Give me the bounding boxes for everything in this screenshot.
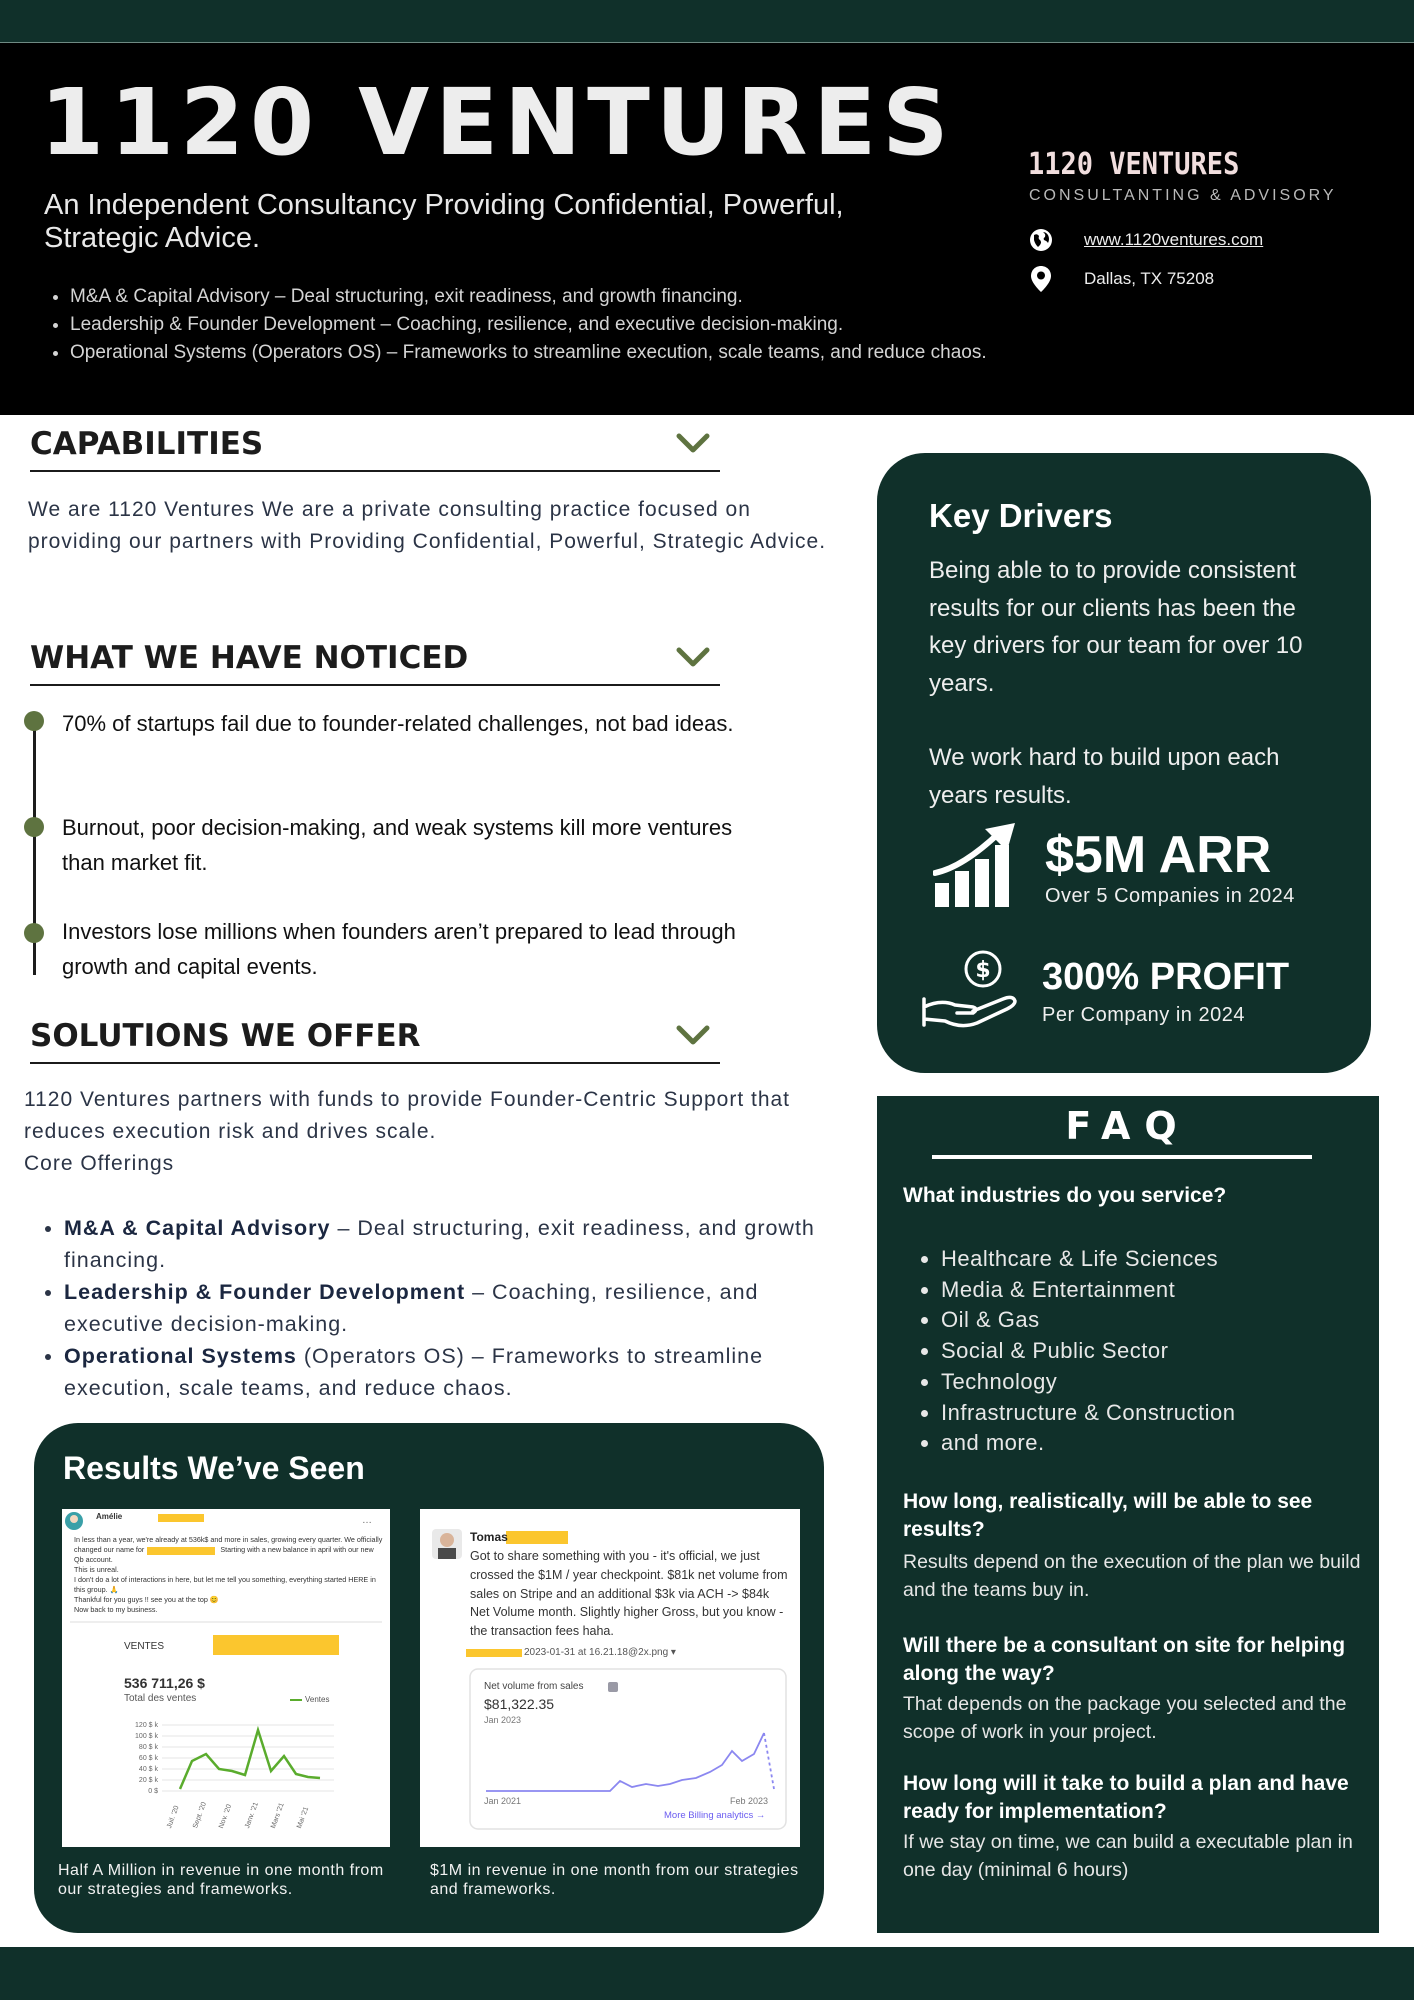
x-tick: Juil. '20 — [166, 1804, 181, 1830]
key-drivers-paragraph-2: We work hard to build upon each years results. — [929, 744, 1280, 809]
y-tick: 40 $ k — [138, 1766, 158, 1773]
post1-total-label: Total des ventes — [124, 1693, 197, 1704]
top-strip — [0, 0, 1414, 43]
y-tick: 0 $ — [148, 1788, 158, 1795]
offering-name: Operational Systems — [64, 1344, 297, 1368]
header-service-item: • Operational Systems (Operators OS) – Frameworks to streamline execution, scale teams, and reduce chaos. — [70, 339, 1030, 367]
y-tick: 60 $ k — [138, 1755, 158, 1762]
key-drivers-card — [877, 453, 1371, 1073]
post2-x-end: Feb 2023 — [730, 1796, 769, 1806]
offering-name: M&A & Capital Advisory — [64, 1216, 331, 1240]
post1-line: Now back to my business. — [74, 1605, 158, 1614]
header-service-item: • M&A & Capital Advisory – Deal structuring, exit readiness, and growth financing. — [70, 283, 1030, 311]
website-row — [1028, 226, 1263, 254]
capabilities-title: CAPABILITIES — [30, 426, 264, 462]
location-pin-icon — [1028, 266, 1054, 292]
growth-chart-icon — [933, 821, 1019, 909]
header-services-list — [70, 283, 1030, 367]
faq-divider — [932, 1155, 1312, 1159]
faq-answer: That depends on the package you selected and the scope of work in your project. — [903, 1693, 1347, 1743]
capabilities-header[interactable] — [30, 422, 720, 472]
faq-question[interactable]: What industries do you service? — [903, 1184, 1227, 1207]
x-tick: Nov. '20 — [218, 1803, 234, 1830]
faq-question[interactable]: How long, realistically, will be able to see results? — [903, 1490, 1313, 1541]
industries-list — [941, 1244, 1236, 1459]
industry-item: • Media & Entertainment — [941, 1275, 1236, 1306]
industry-item: • Oil & Gas — [941, 1305, 1236, 1336]
post1-line: Starting with a new balance in april with our new Qb account. — [74, 1545, 374, 1564]
noticed-header[interactable] — [30, 636, 720, 686]
industry-item: • Infrastructure & Construction — [941, 1398, 1236, 1429]
y-tick: 80 $ k — [138, 1744, 158, 1751]
stat-arr-value: $5M ARR — [1045, 826, 1272, 884]
x-tick: Mars '21 — [270, 1801, 286, 1830]
timeline-dot — [24, 817, 44, 837]
capabilities-text: We are 1120 Ventures We are a private consulting practice focused on providing our partners with Providing Confidential, Powerful, Strategic Advice. — [28, 498, 827, 553]
location-row — [1028, 265, 1214, 293]
industry-item: • Healthcare & Life Sciences — [941, 1244, 1236, 1275]
post2-card-value: $81,322.35 — [484, 1696, 555, 1712]
timeline-dot — [24, 923, 44, 943]
offering-desc: – Deal structuring, exit readiness, and growth financing. — [64, 1216, 815, 1272]
faq-answer: Results depend on the execution of the plan we build and the teams buy in. — [903, 1551, 1361, 1601]
offering-item — [64, 1212, 844, 1276]
stat-profit-subtitle: Per Company in 2024 — [1042, 1004, 1245, 1026]
post2-filename: 2023-01-31 at 16.21.18@2x.png ▾ — [524, 1647, 676, 1658]
core-offerings-label: Core Offerings — [24, 1152, 175, 1175]
post2-card-title: Net volume from sales — [484, 1681, 584, 1692]
faq-title: FAQ — [1065, 1104, 1191, 1148]
post2-x-start: Jan 2021 — [484, 1796, 522, 1806]
header-banner — [0, 43, 1414, 415]
noticed-item: 70% of startups fail due to founder-related challenges, not bad ideas. — [62, 711, 734, 736]
header-logo-subtitle: CONSULTANTING & ADVISORY — [1029, 187, 1337, 204]
industry-item: • and more. — [941, 1428, 1236, 1459]
svg-text:$: $ — [975, 958, 991, 983]
header-logo-name: 1120 VENTURES — [1028, 147, 1240, 182]
legend-label: Ventes — [305, 1695, 330, 1704]
website-link[interactable]: www.1120ventures.com — [1084, 230, 1264, 249]
solutions-intro: 1120 Ventures partners with funds to provide Founder-Centric Support that reduces execution risk and drives scale. — [24, 1088, 791, 1143]
tagline: An Independent Consultancy Providing Confidential, Powerful, Strategic Advice. — [44, 189, 844, 254]
key-drivers-title: Key Drivers — [929, 497, 1113, 534]
stat-profit-value: 300% PROFIT — [1042, 956, 1290, 998]
brand-title: 1120 VENTURES — [40, 69, 955, 176]
results-card — [34, 1423, 824, 1933]
post1-author: Amélie — [96, 1512, 123, 1521]
post1-chart-title: VENTES — [124, 1641, 165, 1652]
solutions-title: SOLUTIONS WE OFFER — [30, 1018, 421, 1054]
y-tick: 100 $ k — [135, 1733, 158, 1740]
chevron-down-icon[interactable] — [676, 428, 710, 458]
post2-card-date: Jan 2023 — [484, 1715, 522, 1725]
x-tick: Janv. '21 — [244, 1801, 260, 1830]
post1-line: Thankful for you guys !! see you at the top 😊 — [74, 1595, 219, 1604]
key-drivers-paragraph-1: Being able to to provide consistent results for our clients has been the key drivers for our team for over 10 years. — [929, 557, 1303, 697]
offering-desc: (Operators OS) – Frameworks to streamline execution, scale teams, and reduce chaos. — [64, 1344, 764, 1400]
result-caption-1: Half A Million in revenue in one month from our strategies and frameworks. — [58, 1862, 384, 1898]
post1-line: I don't do a lot of interactions in here, but let me tell you something, everything started HERE in this group. 🙏 — [74, 1575, 376, 1594]
bottom-strip — [0, 1947, 1414, 2000]
post1-sales-chart — [62, 1509, 390, 1847]
header-service-item: • Leadership & Founder Development – Coaching, resilience, and executive decision-making. — [70, 311, 1030, 339]
x-tick: Mai '21 — [296, 1805, 311, 1830]
noticed-item: Investors lose millions when founders aren’t prepared to lead through growth and capital events. — [62, 919, 736, 979]
post1-line: In less than a year, we're already at 536k$ and more in sales, growing every quarter. We officially changed our name for — [74, 1535, 383, 1554]
offering-name: Leadership & Founder Development — [64, 1280, 466, 1304]
faq-question[interactable]: Will there be a consultant on site for helping along the way? — [903, 1634, 1346, 1685]
noticed-item: Burnout, poor decision-making, and weak systems kill more ventures than market fit. — [62, 815, 733, 875]
offerings-list — [64, 1212, 844, 1404]
post1-y-ticks — [114, 1720, 158, 1797]
result-screenshot-1 — [62, 1509, 390, 1847]
y-tick: 20 $ k — [138, 1777, 158, 1784]
industry-item: • Social & Public Sector — [941, 1336, 1236, 1367]
offering-item — [64, 1276, 844, 1340]
chevron-down-icon[interactable] — [676, 642, 710, 672]
x-tick: Sept. '20 — [192, 1801, 208, 1830]
faq-answer: If we stay on time, we can build a executable plan in one day (minimal 6 hours) — [903, 1831, 1353, 1881]
offering-item — [64, 1340, 844, 1404]
globe-icon — [1028, 227, 1054, 253]
svg-text:…: … — [362, 1515, 372, 1526]
faq-panel — [877, 1096, 1379, 1933]
post2-author: Tomas — [470, 1530, 508, 1544]
industry-item: • Technology — [941, 1367, 1236, 1398]
result-screenshot-2 — [420, 1509, 800, 1847]
y-tick: 120 $ k — [135, 1722, 158, 1729]
faq-question[interactable]: How long will it take to build a plan and have ready for implementation? — [903, 1772, 1349, 1823]
timeline-dot — [24, 711, 44, 731]
offering-desc: – Coaching, resilience, and executive decision-making. — [64, 1280, 759, 1336]
post1-total: 536 711,26 $ — [124, 1675, 205, 1691]
location-text: Dallas, TX 75208 — [1084, 269, 1215, 288]
solutions-header[interactable] — [30, 1014, 720, 1064]
noticed-title: WHAT WE HAVE NOTICED — [30, 640, 469, 676]
money-hand-icon — [921, 949, 1021, 1029]
more-billing-analytics-link[interactable]: More Billing analytics → — [664, 1810, 766, 1821]
chevron-down-icon[interactable] — [676, 1020, 710, 1050]
result-caption-2: $1M in revenue in one month from our strategies and frameworks. — [430, 1862, 799, 1898]
results-title: Results We’ve Seen — [63, 1450, 365, 1486]
post1-line: This is unreal. — [74, 1565, 119, 1574]
post2-filename-text: 2023-01-31 at 16.21.18@2x.png — [524, 1647, 669, 1658]
stat-arr-subtitle: Over 5 Companies in 2024 — [1045, 885, 1295, 907]
post2-text: Got to share something with you - it's official, we just crossed the $1M / year checkpoint. $81k net volume from sales on Stripe and an additional $3k via ACH -> $84k Net Volume month. Slightly higher Gross, but you know - the transaction fees haha. — [470, 1549, 788, 1639]
